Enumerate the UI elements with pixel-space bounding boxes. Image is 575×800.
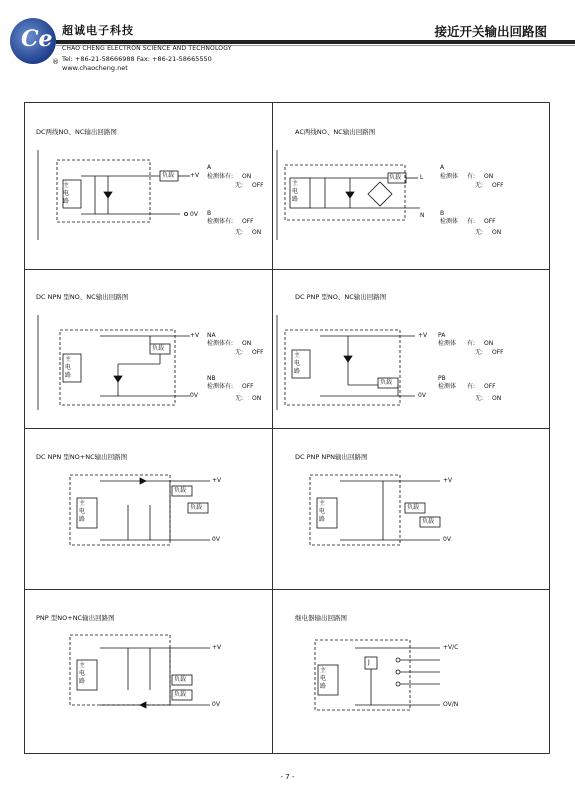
plus-v-c-label: +V/C bbox=[443, 644, 459, 651]
load-label: 负载 bbox=[174, 691, 187, 698]
main-circuit-label: 主电路 bbox=[319, 500, 326, 523]
on-label: ON bbox=[242, 173, 252, 180]
main-circuit-label: 主电路 bbox=[79, 662, 86, 685]
none-label: 无: bbox=[235, 395, 244, 402]
has-label: 有: bbox=[467, 383, 476, 390]
circuit-pnp-npn bbox=[310, 475, 440, 545]
circuit-npn-no-nc bbox=[70, 475, 210, 545]
load-label: 负载 bbox=[162, 172, 175, 179]
output-pb-label: PB bbox=[438, 375, 446, 382]
detect-label: 检测体 bbox=[438, 340, 457, 347]
none-label: 无: bbox=[475, 229, 484, 236]
off-label: OFF bbox=[242, 218, 254, 225]
off-label: OFF bbox=[252, 182, 264, 189]
load-label: 负载 bbox=[389, 174, 402, 181]
cell-title-dc-npn: DC NPN 型NO、NC输出回路图 bbox=[36, 293, 129, 301]
registered-mark: ® bbox=[52, 58, 59, 66]
plus-v-label: +V bbox=[190, 332, 200, 339]
load-label: 负载 bbox=[407, 504, 420, 511]
zero-v-label: 0V bbox=[190, 211, 198, 218]
off-label: OFF bbox=[242, 383, 254, 390]
zero-v-label: 0V bbox=[212, 536, 220, 543]
company-name-en: CHAO CHENG ELECTRON SCIENCE AND TECHNOLOGY bbox=[62, 45, 232, 52]
has-label: 有: bbox=[467, 340, 476, 347]
plus-v-label: +V bbox=[212, 644, 222, 651]
n-terminal-label: N bbox=[420, 212, 425, 219]
cell-title-dc-2wire: DC两线NO、NC输出回路图 bbox=[36, 128, 117, 136]
on-label: ON bbox=[242, 340, 252, 347]
company-name-cn: 超诚电子科技 bbox=[62, 24, 134, 37]
on-label: ON bbox=[492, 395, 502, 402]
load-label: 负载 bbox=[422, 518, 435, 525]
output-a-label: A bbox=[207, 164, 212, 171]
main-circuit-label: 主电路 bbox=[79, 500, 86, 523]
zero-v-label: 0V bbox=[212, 701, 220, 708]
load-label: 负载 bbox=[152, 345, 165, 352]
off-label: OFF bbox=[492, 182, 504, 189]
cell-title-npn-no-nc: DC NPN 型NO+NC输出回路图 bbox=[36, 453, 128, 461]
off-label: OFF bbox=[484, 383, 496, 390]
on-label: ON bbox=[252, 395, 262, 402]
detect-label: 检测体 bbox=[438, 383, 457, 390]
main-circuit-label: 主电路 bbox=[63, 182, 70, 205]
contact-phone-fax: Tel: +86-21-58666988 Fax: +86-21-58665550 bbox=[62, 55, 212, 63]
on-label: ON bbox=[492, 229, 502, 236]
on-label: ON bbox=[484, 173, 494, 180]
website: www.chaocheng.net bbox=[62, 64, 128, 72]
cell-title-dc-pnp: DC PNP 型NO、NC输出回路图 bbox=[295, 293, 387, 301]
cell-title-relay: 继电器输出回路图 bbox=[295, 614, 347, 622]
zero-v-label: 0V bbox=[443, 536, 451, 543]
output-b-label: B bbox=[440, 210, 445, 217]
has-label: 有: bbox=[225, 173, 234, 180]
has-label: 有: bbox=[467, 173, 476, 180]
output-a-label: A bbox=[440, 164, 445, 171]
load-label: 负载 bbox=[174, 487, 187, 494]
output-na-label: NA bbox=[207, 332, 216, 339]
detect-label: 检测体 bbox=[207, 218, 226, 225]
has-label: 有: bbox=[225, 340, 234, 347]
has-label: 有: bbox=[225, 383, 234, 390]
circuit-relay bbox=[315, 640, 440, 710]
detect-label: 检测体 bbox=[207, 383, 226, 390]
load-label: 负载 bbox=[380, 379, 393, 386]
has-label: 有: bbox=[225, 218, 234, 225]
on-label: ON bbox=[252, 229, 262, 236]
none-label: 无: bbox=[475, 182, 484, 189]
l-terminal-label: L bbox=[420, 174, 424, 181]
output-b-label: B bbox=[207, 210, 212, 217]
none-label: 无: bbox=[235, 229, 244, 236]
off-label: OFF bbox=[484, 218, 496, 225]
zero-v-n-label: OV/N bbox=[443, 701, 459, 708]
plus-v-label: +V bbox=[212, 477, 222, 484]
main-circuit-label: 主电路 bbox=[65, 356, 72, 379]
on-label: ON bbox=[484, 340, 494, 347]
none-label: 无: bbox=[475, 349, 484, 356]
plus-v-label: +V bbox=[443, 477, 453, 484]
zero-v-label: 0V bbox=[190, 392, 198, 399]
none-label: 无: bbox=[235, 182, 244, 189]
plus-v-label: +V bbox=[190, 172, 200, 179]
load-label: 负载 bbox=[190, 504, 203, 511]
none-label: 无: bbox=[475, 395, 484, 402]
detect-label: 检测体 bbox=[440, 173, 459, 180]
off-label: OFF bbox=[252, 349, 264, 356]
circuit-dc-2wire bbox=[38, 150, 190, 240]
zero-v-label: 0V bbox=[418, 392, 426, 399]
detect-label: 检测体 bbox=[207, 340, 226, 347]
output-nb-label: NB bbox=[207, 375, 216, 382]
has-label: 有: bbox=[467, 218, 476, 225]
output-pa-label: PA bbox=[438, 332, 446, 339]
relay-coil-label: J bbox=[368, 659, 370, 666]
circuit-dc-npn bbox=[38, 315, 190, 410]
cell-title-pnp-npn: DC PNP NPN输出回路图 bbox=[295, 453, 368, 461]
detect-label: 检测体 bbox=[440, 218, 459, 225]
cell-title-pnp-no-nc: PNP 型NO+NC输出回路图 bbox=[36, 614, 115, 622]
plus-v-label: +V bbox=[418, 332, 428, 339]
none-label: 无: bbox=[235, 349, 244, 356]
logo-letter: Ce bbox=[21, 26, 53, 52]
cell-title-ac-2wire: AC两线NO、NC输出回路图 bbox=[295, 128, 376, 136]
page-number: - 7 - bbox=[280, 773, 295, 781]
off-label: OFF bbox=[492, 349, 504, 356]
load-label: 负载 bbox=[174, 676, 187, 683]
main-circuit-label: 主电路 bbox=[294, 352, 301, 375]
detect-label: 检测体 bbox=[207, 173, 226, 180]
circuit-pnp-no-nc bbox=[70, 635, 210, 708]
main-circuit-label: 主电路 bbox=[320, 667, 327, 690]
main-circuit-label: 主电路 bbox=[292, 180, 299, 203]
page-title: 接近开关输出回路图 bbox=[434, 24, 547, 39]
